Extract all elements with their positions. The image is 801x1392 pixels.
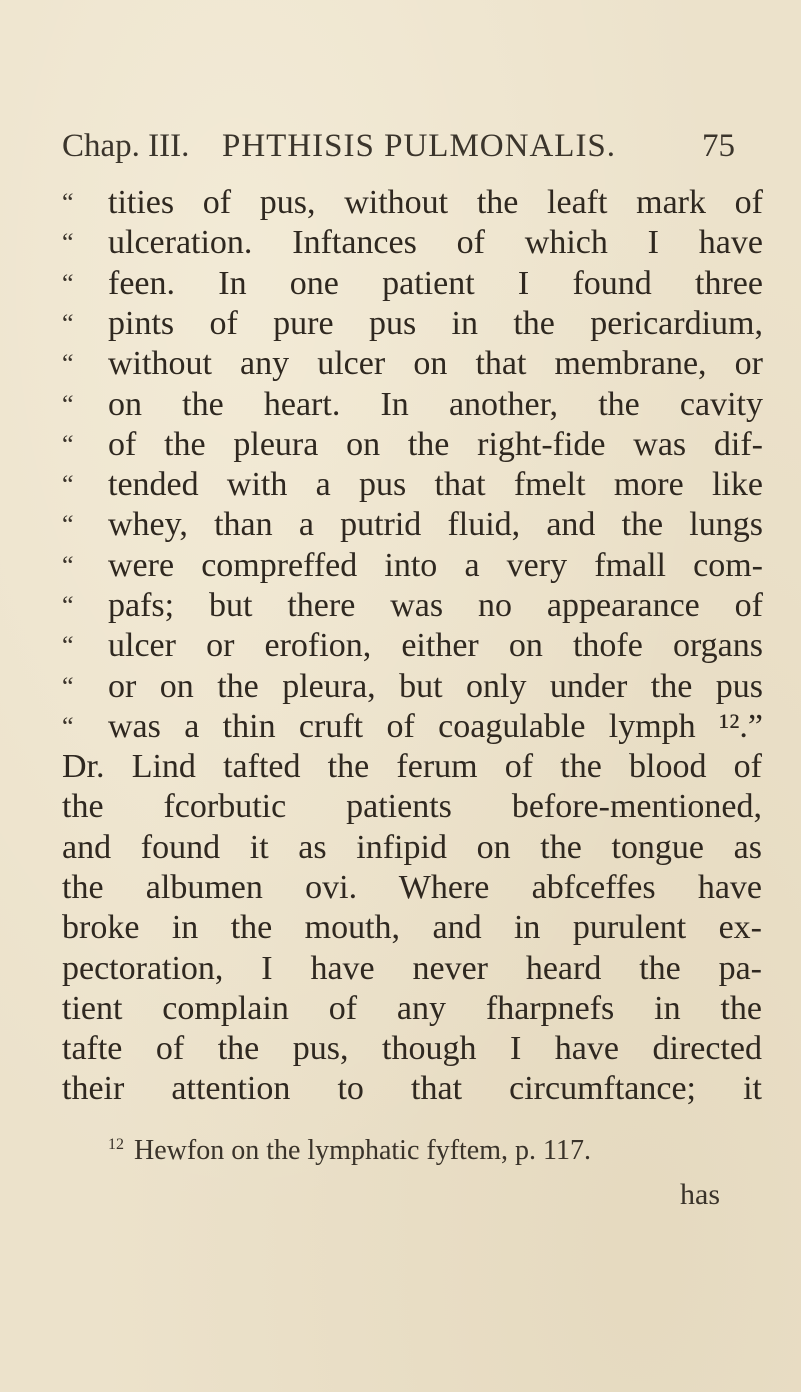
quoted-line: tities of pus, without the leaft mark of: [108, 184, 763, 221]
quoted-line: pints of pure pus in the pericardium,: [108, 305, 763, 342]
quote-mark: “: [62, 591, 74, 620]
quoted-line: or on the pleura, but only under the pus: [108, 668, 763, 705]
quoted-line: without any ulcer on that membrane, or: [108, 345, 763, 382]
body-line: tafte of the pus, though I have directed: [62, 1030, 762, 1067]
body-line: their attention to that circumftance; it: [62, 1070, 762, 1107]
body-line: the fcorbutic patients before-mentioned,: [62, 788, 762, 825]
quoted-line: was a thin cruft of coagulable lymph ¹².”: [108, 708, 763, 745]
quote-mark: “: [62, 631, 74, 660]
quote-mark: “: [62, 269, 74, 298]
quoted-line: on the heart. In another, the cavity: [108, 386, 763, 423]
quoted-line: ulcer or erofion, either on thofe organs: [108, 627, 763, 664]
quoted-line: feen. In one patient I found three: [108, 265, 763, 302]
quote-mark: “: [62, 188, 74, 217]
footnote-text: Hewfon on the lymphatic fyftem, p. 117.: [134, 1135, 591, 1166]
body-line: tient complain of any fharpnefs in the: [62, 990, 762, 1027]
quoted-line: whey, than a putrid fluid, and the lungs: [108, 506, 763, 543]
quoted-line: tended with a pus that fmelt more like: [108, 466, 763, 503]
quote-mark: “: [62, 470, 74, 499]
footnote: [108, 1135, 708, 1167]
chapter-label: Chap. III.: [62, 128, 190, 164]
body-line: pectoration, I have never heard the pa-: [62, 950, 762, 987]
quoted-line: ulceration. Inftances of which I have: [108, 224, 763, 261]
quote-mark: “: [62, 510, 74, 539]
quote-mark: “: [62, 430, 74, 459]
running-title: PHTHISIS PULMONALIS.: [222, 128, 617, 164]
catchword: has: [680, 1178, 720, 1211]
quoted-line: were compreffed into a very fmall com-: [108, 547, 763, 584]
quoted-line: pafs; but there was no appearance of: [108, 587, 763, 624]
quote-mark: “: [62, 228, 74, 257]
quote-mark: “: [62, 390, 74, 419]
quote-mark: “: [62, 349, 74, 378]
body-line: Dr. Lind tafted the ferum of the blood of: [62, 748, 762, 785]
quote-mark: “: [62, 309, 74, 338]
body-line: the albumen ovi. Where abfceffes have: [62, 869, 762, 906]
quoted-line: of the pleura on the right-fide was dif-: [108, 426, 763, 463]
quote-mark: “: [62, 712, 74, 741]
page-number: 75: [702, 128, 735, 164]
body-line: and found it as infipid on the tongue as: [62, 829, 762, 866]
footnote-marker: 12: [108, 1135, 124, 1153]
quote-mark: “: [62, 672, 74, 701]
running-header: [62, 128, 762, 178]
body-line: broke in the mouth, and in purulent ex-: [62, 909, 762, 946]
quote-mark: “: [62, 551, 74, 580]
